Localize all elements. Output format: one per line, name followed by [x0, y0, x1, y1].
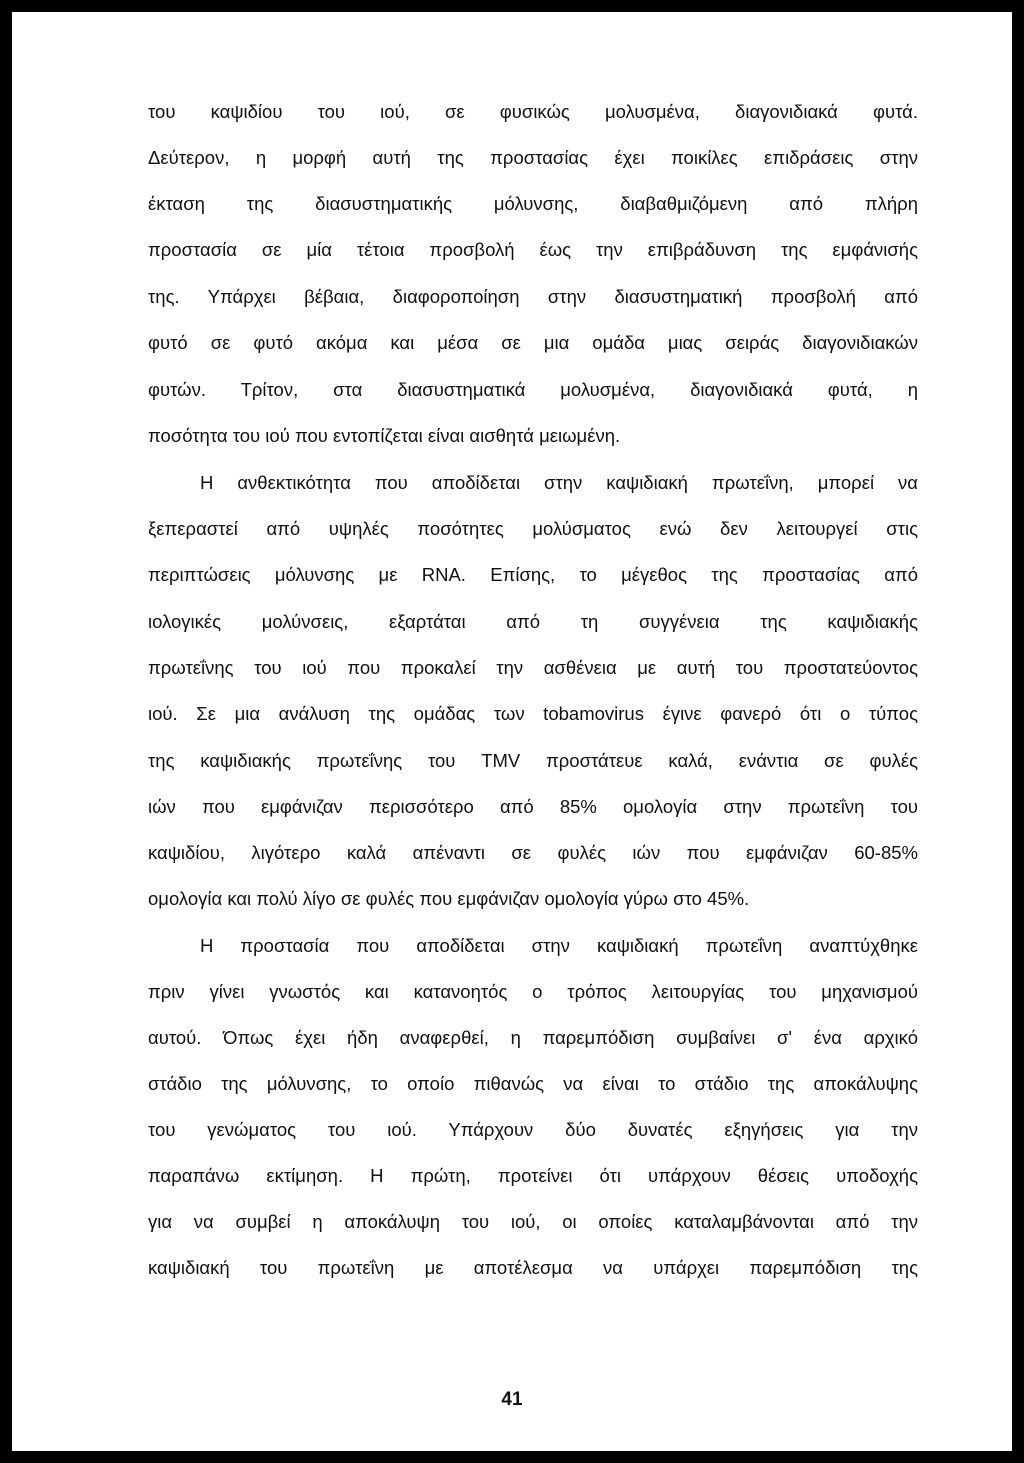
text-line: καψιδιακή του πρωτεΐνη με αποτέλεσμα να υπάρχει παρεμπόδιση της [148, 1257, 918, 1278]
text-line: για να συμβεί η αποκάλυψη του ιού, οι οποίες καταλαμβάνονται από την [148, 1211, 918, 1232]
text-line: έκταση της διασυστηματικής μόλυνσης, διαβαθμιζόμενη από πλήρη [148, 193, 918, 214]
text-line: πριν γίνει γνωστός και κατανοητός ο τρόπος λειτουργίας του μηχανισμού [148, 981, 918, 1002]
text-line: Η προστασία που αποδίδεται στην καψιδιακή πρωτεΐνη αναπτύχθηκε [200, 935, 918, 956]
text-line: της καψιδιακής πρωτεΐνης του TMV προστάτευε καλά, ενάντια σε φυλές [148, 750, 918, 771]
text-line: αυτού. Όπως έχει ήδη αναφερθεί, η παρεμπόδιση συμβαίνει σ' ένα αρχικό [148, 1027, 918, 1048]
text-line: ιολογικές μολύνσεις, εξαρτάται από τη συγγένεια της καψιδιακής [148, 611, 918, 632]
text-line: Η ανθεκτικότητα που αποδίδεται στην καψιδιακή πρωτεΐνη, μπορεί να [200, 472, 918, 493]
text-line: περιπτώσεις μόλυνσης με RNA. Επίσης, το μέγεθος της προστασίας από [148, 564, 918, 585]
text-line: παραπάνω εκτίμηση. Η πρώτη, προτείνει ότι υπάρχουν θέσεις υποδοχής [148, 1165, 918, 1186]
text-line: της. Υπάρχει βέβαια, διαφοροποίηση στην διασυστηματική προσβολή από [148, 286, 918, 307]
text-line: ξεπεραστεί από υψηλές ποσότητες μολύσματος ενώ δεν λειτουργεί στις [148, 518, 918, 539]
text-line: Δεύτερον, η μορφή αυτή της προστασίας έχει ποικίλες επιδράσεις στην [148, 147, 918, 168]
page-number: 41 [501, 1389, 523, 1410]
text-line: του γενώματος του ιού. Υπάρχουν δύο δυνατές εξηγήσεις για την [148, 1119, 918, 1140]
text-line: καψιδίου, λιγότερο καλά απέναντι σε φυλές ιών που εμφάνιζαν 60-85% [148, 842, 918, 863]
text-line: προστασία σε μία τέτοια προσβολή έως την επιβράδυνση της εμφάνισής [148, 239, 918, 260]
text-line: ιών που εμφάνιζαν περισσότερο από 85% ομολογία στην πρωτεΐνη του [148, 796, 918, 817]
text-line: ιού. Σε μια ανάλυση της ομάδας των tobamovirus έγινε φανερό ότι ο τύπος [148, 703, 918, 724]
text-line: ομολογία και πολύ λίγο σε φυλές που εμφάνιζαν ομολογία γύρω στο 45%. [148, 888, 750, 909]
text-line: ποσότητα του ιού που εντοπίζεται είναι αισθητά μειωμένη. [148, 425, 621, 446]
text-line: του καψιδίου του ιού, σε φυσικώς μολυσμένα, διαγονιδιακά φυτά. [148, 101, 918, 122]
text-line: φυτό σε φυτό ακόμα και μέσα σε μια ομάδα μιας σειράς διαγονιδιακών [148, 332, 918, 353]
text-line: πρωτεΐνης του ιού που προκαλεί την ασθένεια με αυτή του προστατεύοντος [148, 657, 918, 678]
text-line: φυτών. Τρίτον, στα διασυστηματικά μολυσμένα, διαγονιδιακά φυτά, η [148, 379, 918, 400]
text-line: στάδιο της μόλυνσης, το οποίο πιθανώς να είναι το στάδιο της αποκάλυψης [148, 1073, 918, 1094]
document-page [12, 12, 1012, 1451]
